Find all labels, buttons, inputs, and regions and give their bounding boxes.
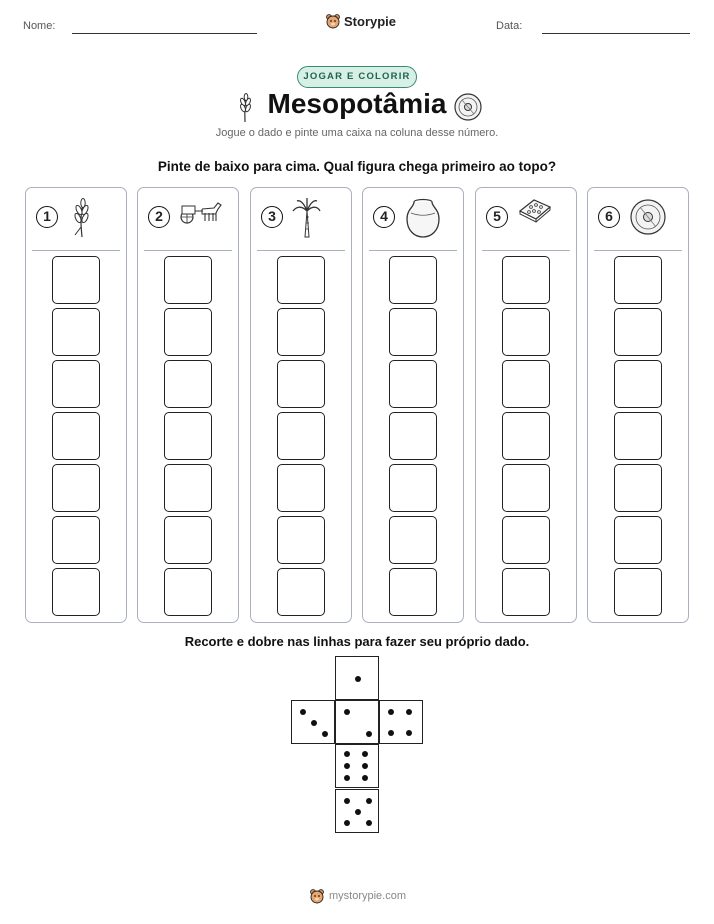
palm-tree-icon bbox=[291, 197, 321, 239]
bear-icon bbox=[325, 13, 341, 29]
dice-pip bbox=[344, 763, 350, 769]
dice-face-1 bbox=[335, 656, 379, 700]
column-number: 5 bbox=[486, 206, 508, 228]
column-divider bbox=[144, 250, 232, 251]
color-box[interactable] bbox=[614, 568, 662, 616]
pottery-jar-icon bbox=[403, 197, 443, 239]
color-box[interactable] bbox=[502, 308, 550, 356]
wheel-icon bbox=[628, 197, 668, 237]
color-box[interactable] bbox=[277, 516, 325, 564]
color-box[interactable] bbox=[389, 568, 437, 616]
color-box[interactable] bbox=[164, 568, 212, 616]
footer bbox=[309, 888, 406, 904]
footer-url: mystorypie.com bbox=[329, 890, 407, 902]
dice-pip bbox=[300, 709, 306, 715]
date-label: Data: bbox=[496, 20, 523, 32]
column-divider bbox=[32, 250, 120, 251]
color-box[interactable] bbox=[389, 464, 437, 512]
dice-pip bbox=[406, 709, 412, 715]
dice-pip bbox=[366, 820, 372, 826]
dice-pip bbox=[355, 676, 361, 682]
column-divider bbox=[594, 250, 682, 251]
storypie-logo bbox=[325, 13, 396, 29]
dice-pip bbox=[344, 820, 350, 826]
dice-pip bbox=[355, 809, 361, 815]
color-box[interactable] bbox=[502, 516, 550, 564]
date-line bbox=[542, 33, 690, 34]
dice-pip bbox=[366, 798, 372, 804]
name-label: Nome: bbox=[23, 20, 56, 32]
bear-icon bbox=[309, 888, 325, 904]
color-box[interactable] bbox=[389, 516, 437, 564]
color-box[interactable] bbox=[614, 256, 662, 304]
color-box[interactable] bbox=[277, 308, 325, 356]
column-1 bbox=[25, 187, 127, 623]
dice-pip bbox=[388, 730, 394, 736]
page-title: Mesopotâmia bbox=[267, 88, 447, 119]
color-box[interactable] bbox=[164, 412, 212, 460]
color-box[interactable] bbox=[52, 516, 100, 564]
column-2 bbox=[137, 187, 239, 623]
dice-pip bbox=[344, 709, 350, 715]
color-box[interactable] bbox=[502, 568, 550, 616]
column-number: 2 bbox=[148, 206, 170, 228]
color-box[interactable] bbox=[277, 464, 325, 512]
dice-pip bbox=[406, 730, 412, 736]
column-6 bbox=[587, 187, 689, 623]
game-instruction: Pinte de baixo para cima. Qual figura chega primeiro ao topo? bbox=[157, 159, 557, 174]
dice-face-2 bbox=[335, 700, 379, 744]
column-4 bbox=[362, 187, 464, 623]
color-box[interactable] bbox=[502, 256, 550, 304]
dice-face-4 bbox=[379, 700, 423, 744]
color-box[interactable] bbox=[164, 256, 212, 304]
color-box[interactable] bbox=[614, 412, 662, 460]
dice-pip bbox=[362, 775, 368, 781]
color-box[interactable] bbox=[52, 360, 100, 408]
column-divider bbox=[482, 250, 570, 251]
color-box[interactable] bbox=[614, 516, 662, 564]
color-box[interactable] bbox=[52, 412, 100, 460]
column-3 bbox=[250, 187, 352, 623]
color-box[interactable] bbox=[614, 360, 662, 408]
color-box[interactable] bbox=[277, 256, 325, 304]
color-box[interactable] bbox=[389, 308, 437, 356]
column-5 bbox=[475, 187, 577, 623]
dice-pip bbox=[362, 763, 368, 769]
dice-face-3 bbox=[291, 700, 335, 744]
dice-pip bbox=[344, 798, 350, 804]
cut-instruction: Recorte e dobre nas linhas para fazer seu próprio dado. bbox=[184, 634, 530, 649]
color-box[interactable] bbox=[164, 308, 212, 356]
name-line bbox=[72, 33, 257, 34]
color-box[interactable] bbox=[502, 412, 550, 460]
color-box[interactable] bbox=[502, 360, 550, 408]
color-box[interactable] bbox=[164, 464, 212, 512]
chariot-icon bbox=[178, 197, 224, 227]
dice-pip bbox=[322, 731, 328, 737]
color-box[interactable] bbox=[52, 256, 100, 304]
color-box[interactable] bbox=[277, 360, 325, 408]
column-number: 1 bbox=[36, 206, 58, 228]
color-box[interactable] bbox=[164, 360, 212, 408]
column-number: 4 bbox=[373, 206, 395, 228]
category-badge: JOGAR E COLORIR bbox=[297, 66, 417, 88]
color-box[interactable] bbox=[614, 308, 662, 356]
color-box[interactable] bbox=[52, 464, 100, 512]
clay-tablet-icon bbox=[516, 197, 554, 223]
column-divider bbox=[369, 250, 457, 251]
dice-pip bbox=[388, 709, 394, 715]
column-divider bbox=[257, 250, 345, 251]
dice-pip bbox=[366, 731, 372, 737]
color-box[interactable] bbox=[52, 308, 100, 356]
page-subtitle: Jogue o dado e pinte uma caixa na coluna desse número. bbox=[215, 127, 499, 139]
dice-pip bbox=[362, 751, 368, 757]
color-box[interactable] bbox=[277, 568, 325, 616]
color-box[interactable] bbox=[277, 412, 325, 460]
wheel-icon bbox=[452, 92, 484, 122]
dice-pip bbox=[344, 775, 350, 781]
dice-pip bbox=[311, 720, 317, 726]
color-box[interactable] bbox=[389, 412, 437, 460]
dice-face-5 bbox=[335, 789, 379, 833]
wheat-icon bbox=[66, 197, 94, 239]
color-box[interactable] bbox=[52, 568, 100, 616]
dice-pip bbox=[344, 751, 350, 757]
color-box[interactable] bbox=[502, 464, 550, 512]
column-number: 3 bbox=[261, 206, 283, 228]
color-box[interactable] bbox=[164, 516, 212, 564]
dice-face-6 bbox=[335, 744, 379, 788]
column-number: 6 bbox=[598, 206, 620, 228]
logo-text: Storypie bbox=[344, 13, 397, 29]
color-box[interactable] bbox=[614, 464, 662, 512]
color-box[interactable] bbox=[389, 256, 437, 304]
color-box[interactable] bbox=[389, 360, 437, 408]
